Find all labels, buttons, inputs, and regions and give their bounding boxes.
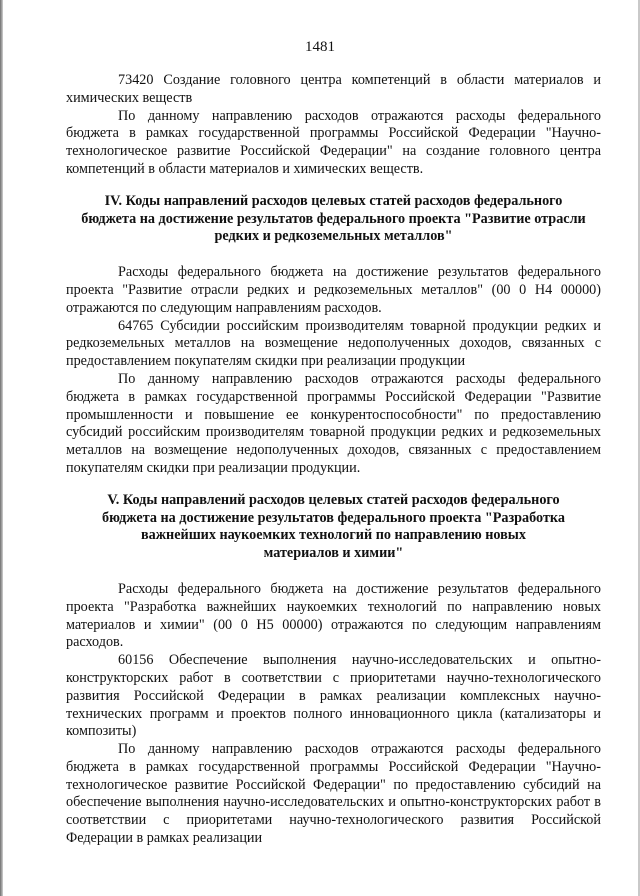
direction-73420-description: По данному направлению расходов отражаются расходы федерального бюджета в рамках государственной программы Российской Федерации "Научно-технологическое развитие Российской Федерации" на создание головного центра компетенций в области материалов и химических веществ. — [66, 107, 601, 177]
section-4-heading — [66, 193, 601, 246]
direction-60156-title: 60156 Обеспечение выполнения научно-исследовательских и опытно-конструкторских работ в соответствии с приоритетами научно-технологического развития Российской Федерации в рамках реализации комплексных научно-технических программ и проектов полного инновационного цикла (катализаторы и композиты) — [66, 652, 601, 740]
direction-64765-title: 64765 Субсидии российским производителям товарной продукции редких и редкоземельных металлов на возмещение недополученных доходов, связанных с предоставлением покупателям скидки при реализации продукции — [66, 317, 601, 370]
section-4-heading-line: IV. Коды направлений расходов целевых статей расходов федерального — [104, 192, 563, 209]
document-body — [66, 72, 601, 848]
section-5-heading — [66, 492, 601, 563]
section-5-heading-line: бюджета на достижение результатов федерального проекта "Разработка — [102, 509, 565, 526]
direction-60156-description: По данному направлению расходов отражаются расходы федерального бюджета в рамках государственной программы Российской Федерации "Научно-технологическое развитие Российской Федерации" по предоставлению субсидий на обеспечение выполнения научно-исследовательских и опытно-конструкторских работ в соответствии с приоритетами научно-технологического развития Российской Федерации в рамках реализации — [66, 741, 601, 847]
section-5-heading-line: важнейших наукоемких технологий по направлению новых — [141, 527, 526, 544]
page-number: 1481 — [305, 39, 335, 55]
section-5-heading-line: материалов и химии" — [263, 545, 404, 562]
section-5-heading-line: V. Коды направлений расходов целевых статей расходов федерального — [107, 491, 560, 508]
section-4-intro: Расходы федерального бюджета на достижение результатов федерального проекта "Развитие отрасли редких и редкоземельных металлов" (00 0 Н4 00000) отражаются по следующим направлениям расходов. — [66, 264, 601, 316]
direction-73420-title: 73420 Создание головного центра компетенций в области материалов и химических веществ — [66, 72, 601, 106]
section-4-heading-line: бюджета на достижение результатов федерального проекта "Развитие отрасли — [81, 210, 586, 227]
direction-64765-description: По данному направлению расходов отражаются расходы федерального бюджета в рамках государственной программы Российской Федерации "Развитие промышленности и повышение ее конкурентоспособности" по предоставлению субсидий российским производителям товарной продукции редких и редкоземельных металлов на возмещение недополученных доходов, связанных с предоставлением покупателям скидки при реализации продукции. — [66, 370, 601, 476]
section-4-heading-line: редких и редкоземельных металлов" — [214, 228, 453, 245]
section-5-intro: Расходы федерального бюджета на достижение результатов федерального проекта "Разработка важнейших наукоемких технологий по направлению новых материалов и химии" (00 0 Н5 00000) отражаются по следующим направлениям расходов. — [66, 580, 601, 651]
scan-left-edge — [0, 0, 3, 896]
